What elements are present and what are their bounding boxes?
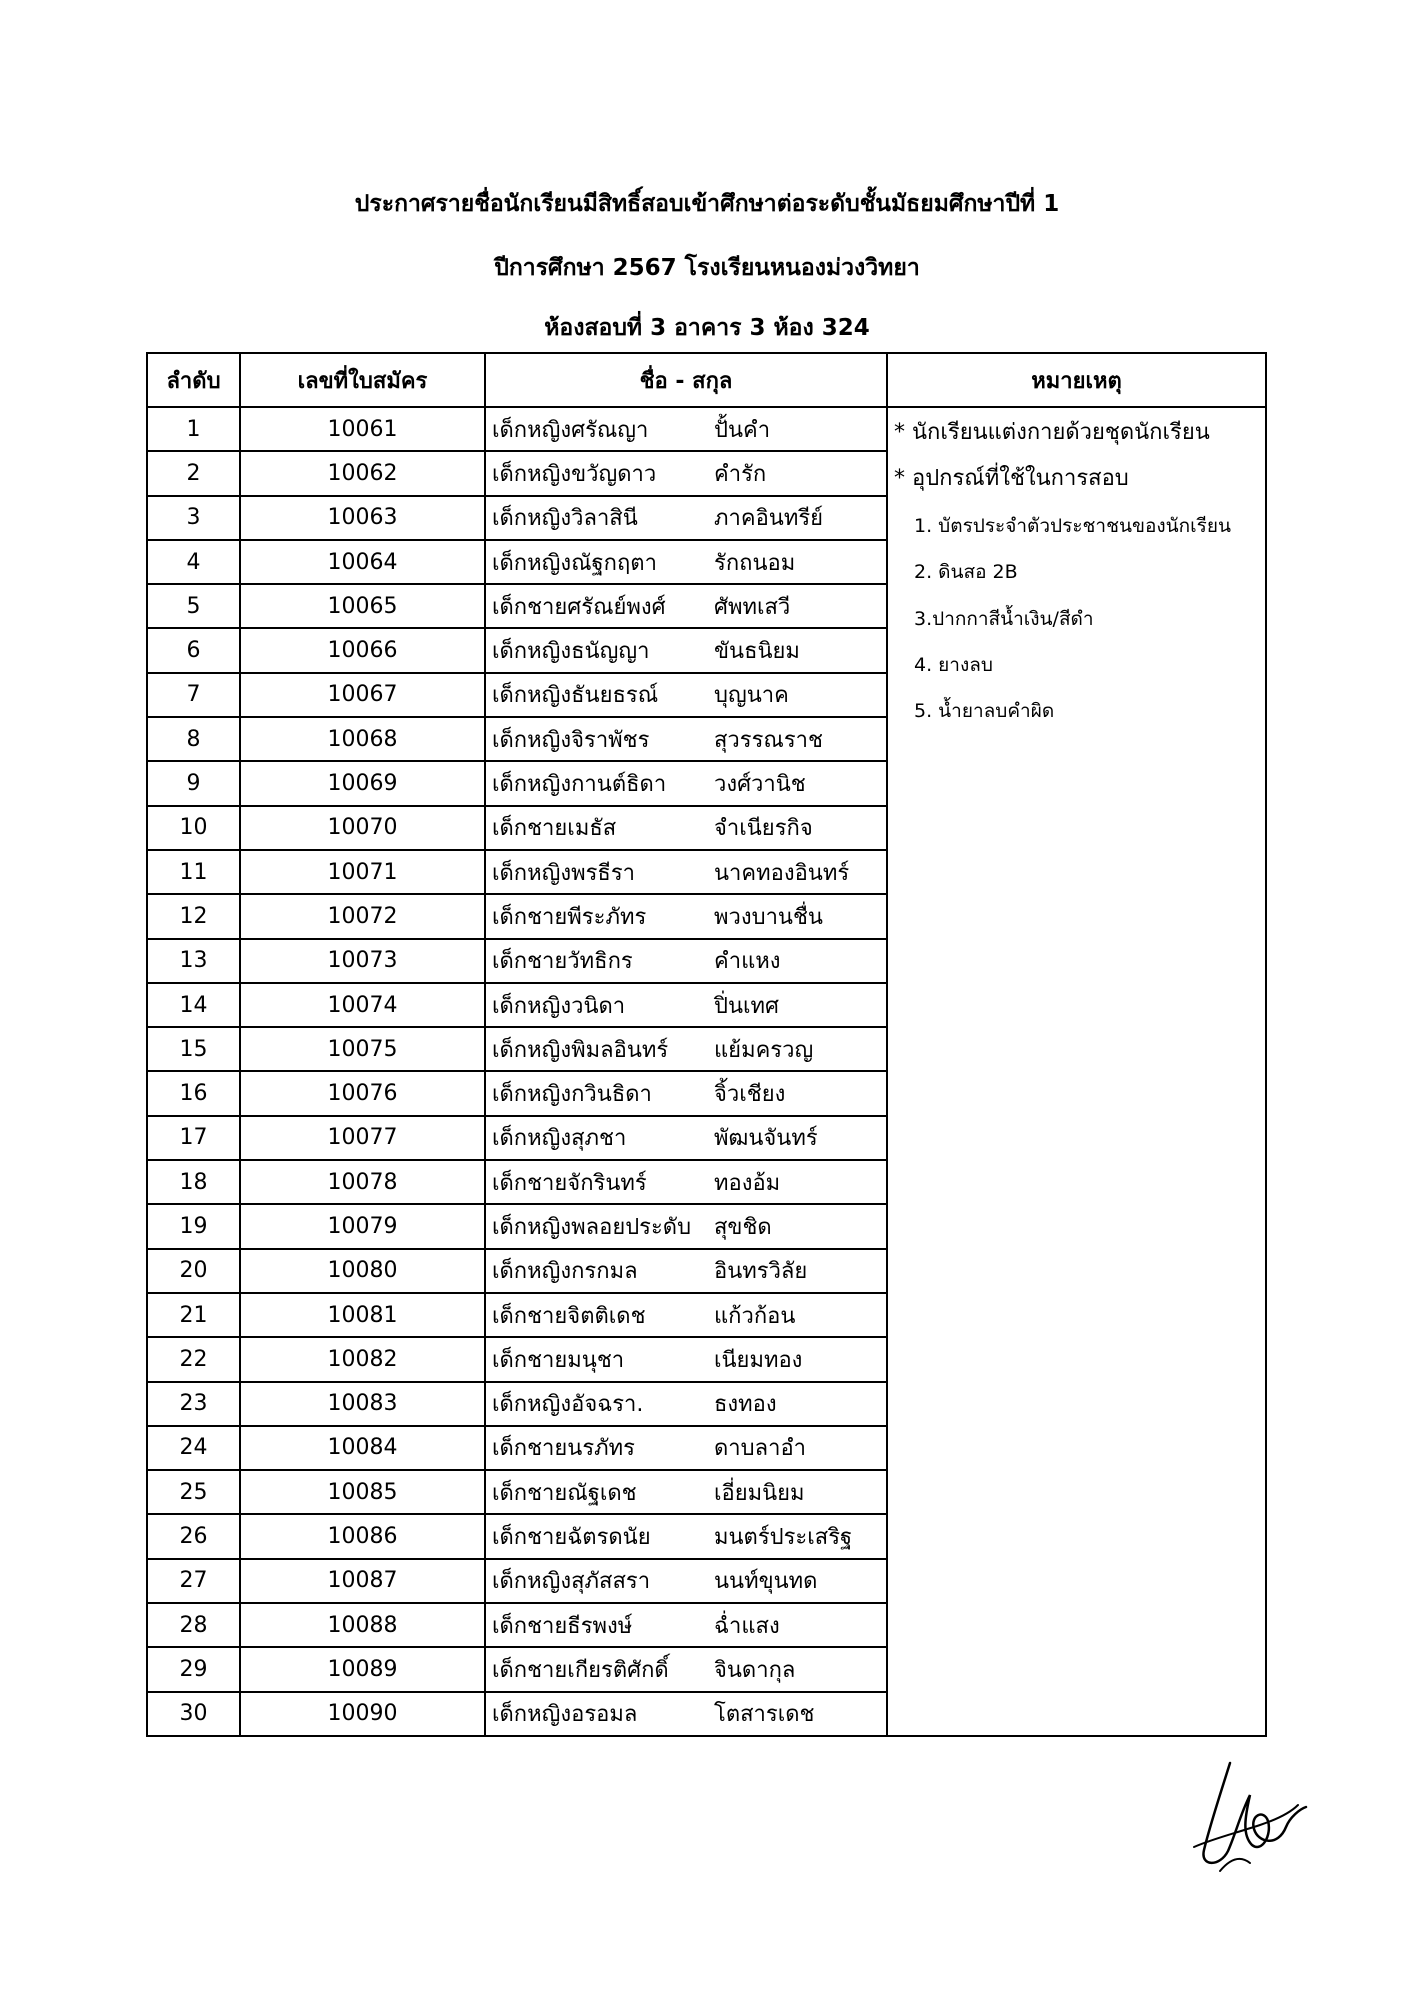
cell-name: [485, 1603, 887, 1647]
first-name: เด็กหญิงพรธีรา: [492, 860, 636, 886]
cell-name: [485, 1514, 887, 1558]
last-name: นนท์ขุนทด: [714, 1569, 818, 1595]
academic-year-school: ปีการศึกษา 2567 โรงเรียนหนองม่วงวิทยา: [494, 255, 920, 281]
cell-name: [485, 1426, 887, 1470]
cell-name: [485, 1293, 887, 1337]
header-remarks: หมายเหตุ: [887, 353, 1266, 407]
remark-equipment-item: 1. บัตรประจำตัวประชาชนของนักเรียน: [914, 514, 1231, 537]
first-name: เด็กหญิงจิราพัชร: [492, 727, 650, 753]
cell-name: [485, 1027, 887, 1071]
first-name: เด็กหญิงสุภชา: [492, 1126, 627, 1152]
cell-no: 30: [147, 1692, 240, 1736]
cell-no: 10: [147, 806, 240, 850]
cell-name: [485, 1647, 887, 1691]
cell-no: 12: [147, 894, 240, 938]
cell-application-id: 10074: [240, 983, 485, 1027]
first-name: เด็กหญิงณัฐกฤตา: [492, 550, 657, 576]
cell-no: 9: [147, 761, 240, 805]
first-name: เด็กชายจักรินทร์: [492, 1170, 647, 1196]
announcement-title: ประกาศรายชื่อนักเรียนมีสิทธิ์สอบเข้าศึกษาต่อระดับชั้นมัธยมศึกษาปีที่ 1: [354, 191, 1060, 217]
cell-name: [485, 1071, 887, 1115]
first-name: เด็กหญิงวนิดา: [492, 993, 626, 1019]
cell-name: [485, 451, 887, 495]
last-name: ทองอ้ม: [714, 1170, 781, 1196]
first-name: เด็กหญิงกรกมล: [492, 1259, 638, 1285]
last-name: ดาบลาอำ: [714, 1436, 807, 1462]
cell-application-id: 10078: [240, 1160, 485, 1204]
cell-application-id: 10083: [240, 1382, 485, 1426]
cell-application-id: 10072: [240, 894, 485, 938]
last-name: เนียมทอง: [714, 1347, 803, 1373]
cell-no: 22: [147, 1337, 240, 1381]
first-name: เด็กหญิงธันยธรณ์: [492, 683, 659, 709]
first-name: เด็กชายเกียรติศักดิ์: [492, 1657, 669, 1683]
cell-no: 27: [147, 1559, 240, 1603]
cell-name: [485, 1337, 887, 1381]
cell-name: [485, 407, 887, 451]
cell-no: 4: [147, 540, 240, 584]
cell-application-id: 10081: [240, 1293, 485, 1337]
cell-application-id: 10066: [240, 628, 485, 672]
first-name: เด็กหญิงขวัญดาว: [492, 461, 657, 487]
first-name: เด็กชายเมธัส: [492, 816, 617, 842]
last-name: สุขชิด: [714, 1214, 772, 1240]
first-name: เด็กหญิงศรัณญา: [492, 417, 649, 443]
last-name: นาคทองอินทร์: [714, 860, 850, 886]
cell-name: [485, 673, 887, 717]
first-name: เด็กหญิงกานต์ธิดา: [492, 772, 667, 798]
cell-name: [485, 1559, 887, 1603]
cell-no: 11: [147, 850, 240, 894]
cell-name: [485, 939, 887, 983]
cell-application-id: 10089: [240, 1647, 485, 1691]
cell-application-id: 10065: [240, 584, 485, 628]
first-name: เด็กหญิงธนัญญา: [492, 639, 650, 665]
cell-application-id: 10063: [240, 496, 485, 540]
cell-application-id: 10075: [240, 1027, 485, 1071]
cell-name: [485, 717, 887, 761]
last-name: คำรัก: [714, 461, 767, 487]
remarks-cell: [887, 407, 1266, 1736]
first-name: เด็กชายธีรพงษ์: [492, 1613, 633, 1639]
last-name: สุวรรณราช: [714, 727, 823, 753]
first-name: เด็กชายฉัตรดนัย: [492, 1525, 651, 1551]
last-name: ปั้นคำ: [714, 417, 771, 443]
last-name: คำแหง: [714, 949, 781, 975]
first-name: เด็กชายณัฐเดช: [492, 1480, 637, 1506]
last-name: ศัพทเสวี: [714, 594, 791, 620]
cell-no: 25: [147, 1470, 240, 1514]
last-name: พัฒนจันทร์: [714, 1126, 818, 1152]
table-row: [147, 407, 1266, 451]
cell-application-id: 10068: [240, 717, 485, 761]
cell-application-id: 10080: [240, 1249, 485, 1293]
last-name: โตสารเดช: [714, 1702, 815, 1728]
cell-application-id: 10087: [240, 1559, 485, 1603]
first-name: เด็กหญิงอัจฉรา.: [492, 1392, 644, 1418]
remark-equipment-item: 5. น้ำยาลบคำผิด: [914, 700, 1055, 723]
remark-dress-code: * นักเรียนแต่งกายด้วยชุดนักเรียน: [894, 420, 1210, 445]
cell-application-id: 10090: [240, 1692, 485, 1736]
cell-no: 28: [147, 1603, 240, 1647]
cell-no: 8: [147, 717, 240, 761]
cell-application-id: 10067: [240, 673, 485, 717]
cell-no: 16: [147, 1071, 240, 1115]
first-name: เด็กหญิงสุภัสสรา: [492, 1569, 651, 1595]
last-name: จินดากุล: [714, 1657, 796, 1683]
cell-application-id: 10061: [240, 407, 485, 451]
last-name: ฉ่ำแสง: [714, 1613, 780, 1639]
last-name: จำเนียรกิจ: [714, 816, 813, 842]
cell-name: [485, 1160, 887, 1204]
cell-name: [485, 496, 887, 540]
header-application-id: เลขที่ใบสมัคร: [240, 353, 485, 407]
cell-name: [485, 894, 887, 938]
last-name: จิ้วเชียง: [714, 1082, 786, 1108]
last-name: บุญนาค: [714, 683, 789, 709]
first-name: เด็กชายศรัณย์พงศ์: [492, 594, 666, 620]
cell-application-id: 10086: [240, 1514, 485, 1558]
remark-equipment-item: 4. ยางลบ: [914, 653, 993, 676]
last-name: มนตร์ประเสริฐ: [714, 1525, 853, 1551]
last-name: เอี่ยมนิยม: [714, 1480, 805, 1506]
cell-name: [485, 1204, 887, 1248]
cell-no: 3: [147, 496, 240, 540]
first-name: เด็กหญิงวิลาสินี: [492, 506, 638, 532]
cell-application-id: 10082: [240, 1337, 485, 1381]
signature-icon: [1190, 1755, 1310, 1875]
cell-no: 15: [147, 1027, 240, 1071]
first-name: เด็กชายจิตติเดช: [492, 1303, 646, 1329]
first-name: เด็กชายนรภัทร: [492, 1436, 635, 1462]
cell-name: [485, 806, 887, 850]
cell-no: 1: [147, 407, 240, 451]
last-name: ปิ่นเทศ: [714, 993, 779, 1019]
cell-name: [485, 628, 887, 672]
cell-no: 26: [147, 1514, 240, 1558]
last-name: รักถนอม: [714, 550, 796, 576]
cell-no: 6: [147, 628, 240, 672]
cell-application-id: 10084: [240, 1426, 485, 1470]
cell-name: [485, 761, 887, 805]
first-name: เด็กหญิงกวินธิดา: [492, 1082, 652, 1108]
cell-name: [485, 540, 887, 584]
cell-no: 20: [147, 1249, 240, 1293]
cell-no: 19: [147, 1204, 240, 1248]
first-name: เด็กหญิงอรอมล: [492, 1702, 638, 1728]
cell-no: 23: [147, 1382, 240, 1426]
cell-name: [485, 584, 887, 628]
header-name: ชื่อ - สกุล: [485, 353, 887, 407]
cell-application-id: 10079: [240, 1204, 485, 1248]
cell-no: 13: [147, 939, 240, 983]
cell-name: [485, 1249, 887, 1293]
cell-application-id: 10064: [240, 540, 485, 584]
first-name: เด็กชายพีระภัทร: [492, 904, 647, 930]
cell-no: 29: [147, 1647, 240, 1691]
cell-application-id: 10076: [240, 1071, 485, 1115]
last-name: แก้วก้อน: [714, 1303, 796, 1329]
cell-no: 7: [147, 673, 240, 717]
cell-no: 14: [147, 983, 240, 1027]
cell-name: [485, 1382, 887, 1426]
last-name: แย้มครวญ: [714, 1037, 814, 1063]
first-name: เด็กหญิงพลอยประดับ: [492, 1214, 692, 1240]
student-roster-table: [146, 352, 1267, 1737]
cell-no: 17: [147, 1116, 240, 1160]
cell-no: 2: [147, 451, 240, 495]
remark-equipment-item: 3.ปากกาสีน้ำเงิน/สีดำ: [914, 607, 1094, 630]
cell-application-id: 10077: [240, 1116, 485, 1160]
exam-room-info: ห้องสอบที่ 3 อาคาร 3 ห้อง 324: [544, 315, 870, 341]
remark-equipment-heading: * อุปกรณ์ที่ใช้ในการสอบ: [894, 466, 1129, 492]
cell-no: 24: [147, 1426, 240, 1470]
cell-name: [485, 1692, 887, 1736]
cell-no: 18: [147, 1160, 240, 1204]
last-name: พวงบานชื่น: [714, 904, 823, 930]
last-name: ภาคอินทรีย์: [714, 506, 824, 532]
cell-application-id: 10071: [240, 850, 485, 894]
cell-name: [485, 1470, 887, 1514]
first-name: เด็กชายวัทธิกร: [492, 949, 633, 975]
cell-application-id: 10088: [240, 1603, 485, 1647]
first-name: เด็กหญิงพิมลอินทร์: [492, 1037, 669, 1063]
cell-name: [485, 1116, 887, 1160]
cell-application-id: 10073: [240, 939, 485, 983]
cell-no: 21: [147, 1293, 240, 1337]
last-name: อินทรวิลัย: [714, 1259, 808, 1285]
header-no: ลำดับ: [147, 353, 240, 407]
cell-name: [485, 850, 887, 894]
cell-application-id: 10062: [240, 451, 485, 495]
last-name: ขันธนิยม: [714, 639, 800, 665]
last-name: วงศ์วานิช: [714, 772, 806, 798]
remark-equipment-item: 2. ดินสอ 2B: [914, 561, 1018, 584]
table-header-row: [147, 353, 1266, 407]
last-name: ธงทอง: [714, 1392, 777, 1418]
cell-application-id: 10085: [240, 1470, 485, 1514]
cell-application-id: 10069: [240, 761, 485, 805]
cell-name: [485, 983, 887, 1027]
cell-no: 5: [147, 584, 240, 628]
first-name: เด็กชายมนุชา: [492, 1347, 625, 1373]
cell-application-id: 10070: [240, 806, 485, 850]
